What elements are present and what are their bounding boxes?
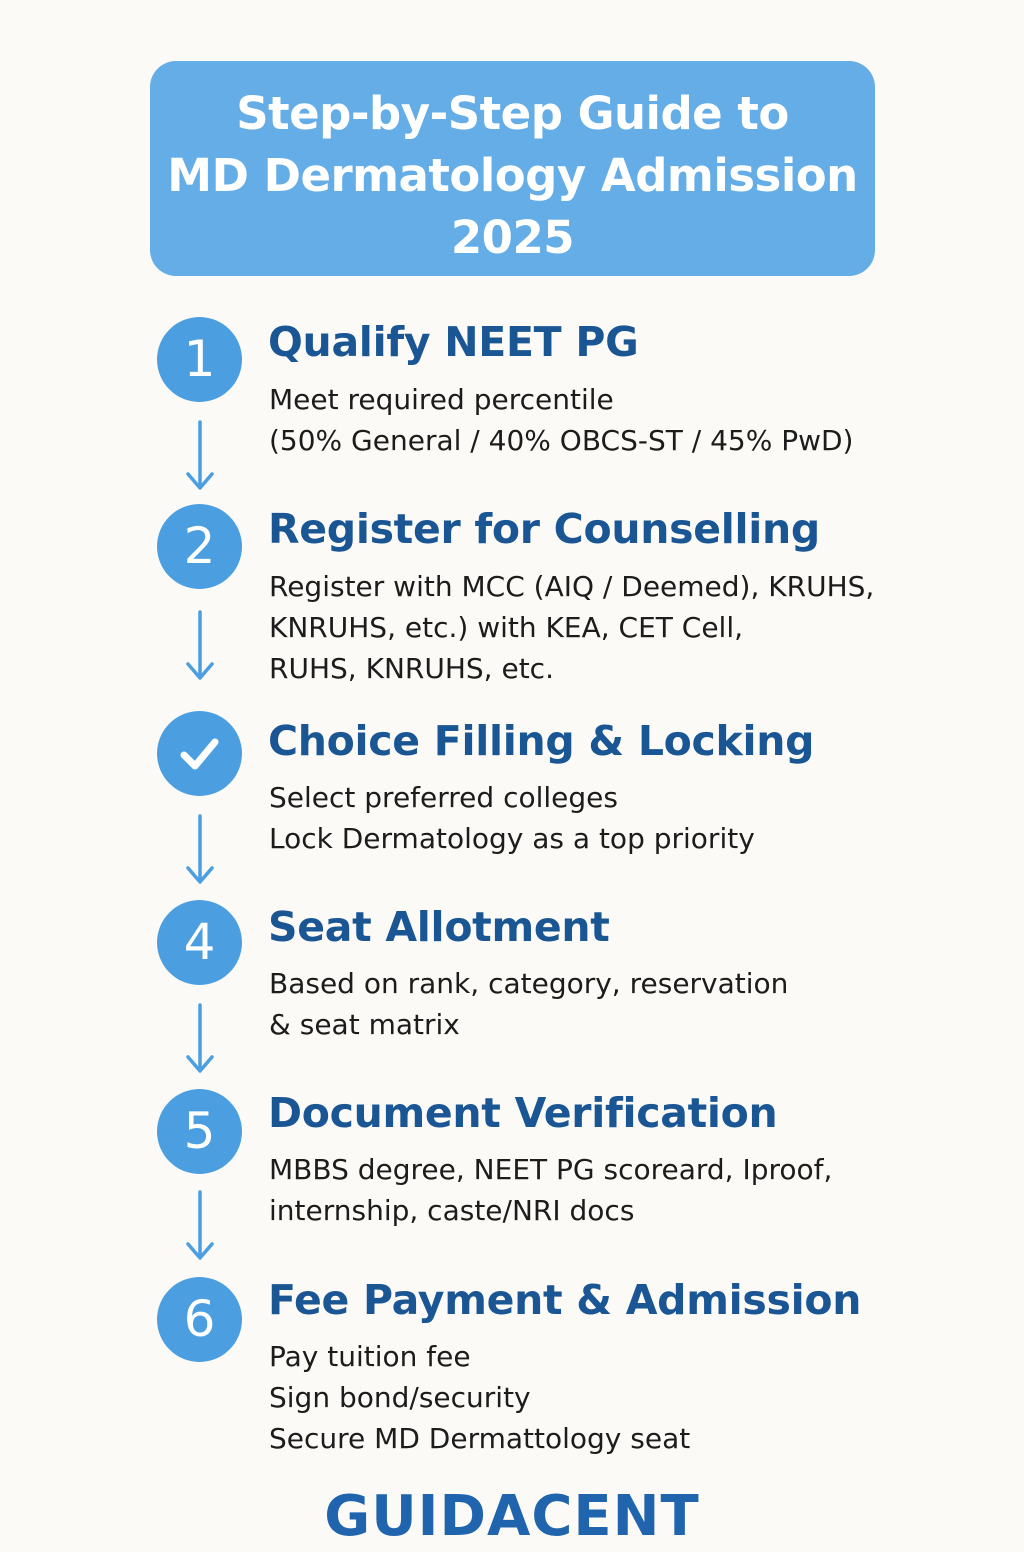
- step-1-title: Qualify NEET PG: [268, 318, 639, 366]
- step-2-line: KNRUHS, etc.) with KEA, CET Cell,: [269, 611, 744, 644]
- title-banner: [150, 61, 875, 276]
- step-3-line: Lock Dermatology as a top priority: [269, 822, 755, 855]
- step-5-badge: 5: [157, 1089, 242, 1174]
- down-arrow-icon: [185, 814, 215, 886]
- step-6-line: Pay tuition fee: [269, 1340, 471, 1373]
- step-2-line: RUHS, KNRUHS, etc.: [269, 652, 554, 685]
- step-5-title: Document Verification: [268, 1089, 778, 1137]
- step-1-line: Meet required percentile: [269, 383, 614, 416]
- step-4-line: Based on rank, category, reservation: [269, 967, 789, 1000]
- page-title-line-1: Step-by-Step Guide to: [236, 87, 789, 140]
- step-5-line: MBBS degree, NEET PG scoreard, Iproof,: [269, 1153, 833, 1186]
- step-2-line: Register with MCC (AIQ / Deemed), KRUHS,: [269, 570, 875, 603]
- step-6-line: Sign bond/security: [269, 1381, 531, 1414]
- step-6-badge: 6: [157, 1277, 242, 1362]
- step-2-title: Register for Counselling: [268, 505, 820, 553]
- step-4-description: [269, 963, 788, 1045]
- step-4-line: & seat matrix: [269, 1008, 460, 1041]
- step-4-badge: 4: [157, 900, 242, 985]
- step-4-title: Seat Allotment: [268, 903, 610, 951]
- checkmark-icon: [177, 731, 222, 776]
- step-1-badge: 1: [157, 317, 242, 402]
- step-2-description: [269, 566, 874, 689]
- brand-logo: GUIDACENT: [324, 1484, 700, 1549]
- down-arrow-icon: [185, 1190, 215, 1262]
- step-6-title: Fee Payment & Admission: [268, 1276, 862, 1324]
- down-arrow-icon: [185, 610, 215, 682]
- step-2-badge: 2: [157, 504, 242, 589]
- step-3-line: Select preferred colleges: [269, 781, 618, 814]
- down-arrow-icon: [185, 1003, 215, 1075]
- step-1-line: (50% General / 40% OBCS-ST / 45% PwD): [269, 424, 854, 457]
- step-3-badge: [157, 711, 242, 796]
- page-title-line-3: 2025: [450, 211, 575, 264]
- step-1-description: [269, 379, 853, 461]
- step-3-title: Choice Filling & Locking: [268, 717, 815, 765]
- step-5-description: [269, 1149, 832, 1231]
- step-6-description: [269, 1336, 690, 1459]
- page-title-line-2: MD Dermatology Admission: [167, 149, 858, 202]
- down-arrow-icon: [185, 420, 215, 492]
- step-5-line: internship, caste/NRI docs: [269, 1194, 635, 1227]
- step-3-description: [269, 777, 755, 859]
- step-6-line: Secure MD Dermattology seat: [269, 1422, 691, 1455]
